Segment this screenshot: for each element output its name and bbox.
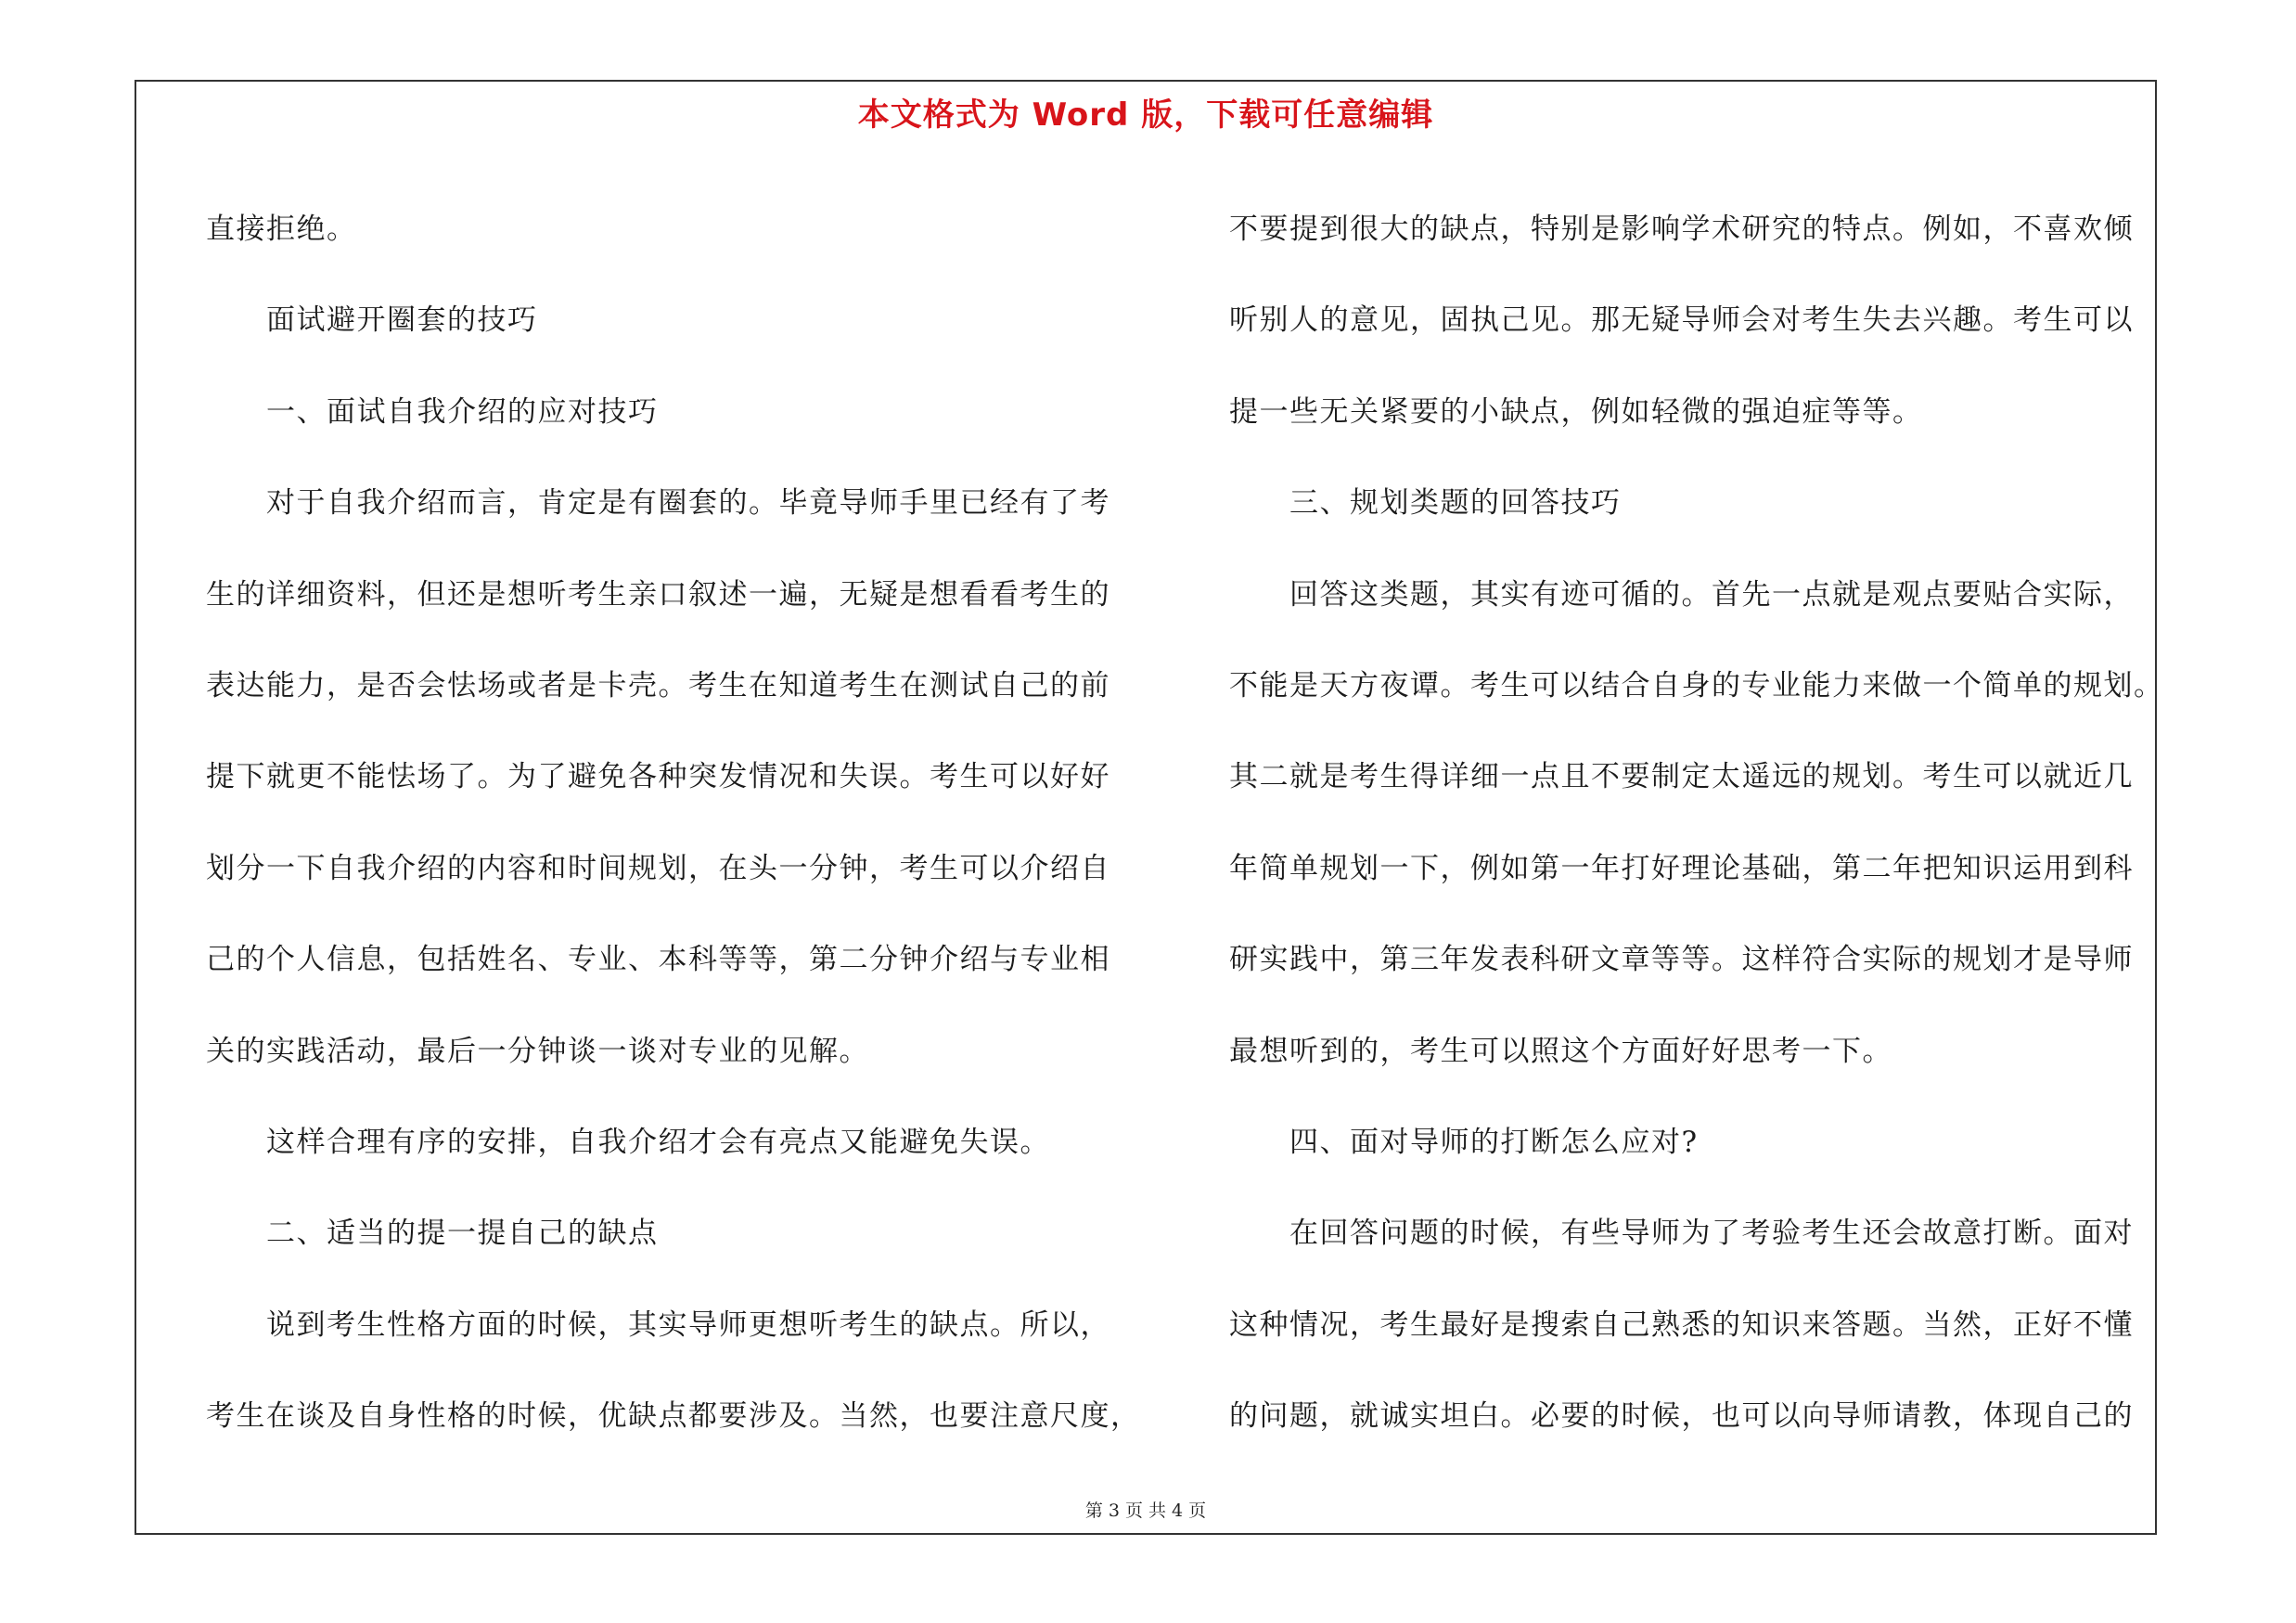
right-line: 的问题，就诚实坦白。必要的时候，也可以向导师请教，体现自己的 (1229, 1399, 2134, 1434)
right-line: 三、规划类题的回答技巧 (1229, 486, 1622, 521)
page-frame (135, 80, 2164, 1535)
left-line: 直接拒绝。 (206, 213, 357, 246)
right-line: 四、面对导师的打断怎么应对? (1229, 1126, 1699, 1160)
left-line: 划分一下自我介绍的内容和时间规划，在头一分钟，考生可以介绍自 (206, 851, 1110, 885)
left-line: 关的实践活动，最后一分钟谈一谈对专业的见解。 (206, 1034, 869, 1068)
left-line: 考生在谈及自身性格的时候，优缺点都要涉及。当然，也要注意尺度， (206, 1399, 1141, 1434)
left-line: 二、适当的提一提自己的缺点 (206, 1217, 659, 1251)
right-line: 提一些无关紧要的小缺点，例如轻微的强迫症等等。 (1229, 394, 1923, 429)
left-line: 己的个人信息，包括姓名、专业、本科等等，第二分钟介绍与专业相 (206, 943, 1110, 977)
right-line: 听别人的意见，固执己见。那无疑导师会对考生失去兴趣。考生可以 (1229, 303, 2134, 338)
right-line: 在回答问题的时候，有些导师为了考验考生还会故意打断。面对 (1229, 1217, 2134, 1251)
left-line: 生的详细资料，但还是想听考生亲口叙述一遍，无疑是想看看考生的 (206, 577, 1110, 612)
left-line: 一、面试自我介绍的应对技巧 (206, 394, 659, 429)
right-line: 不要提到很大的缺点，特别是影响学术研究的特点。例如，不喜欢倾 (1229, 213, 2134, 246)
right-line: 这种情况，考生最好是搜索自己熟悉的知识来答题。当然，正好不懂 (1229, 1307, 2134, 1342)
left-line: 说到考生性格方面的时候，其实导师更想听考生的缺点。所以， (206, 1307, 1110, 1342)
right-line: 不能是天方夜谭。考生可以结合自身的专业能力来做一个简单的规划。 (1229, 669, 2164, 703)
left-line: 这样合理有序的安排，自我介绍才会有亮点又能避免失误。 (206, 1126, 1050, 1160)
left-line: 对于自我介绍而言，肯定是有圈套的。毕竟导师手里已经有了考 (206, 486, 1110, 521)
right-line: 其二就是考生得详细一点且不要制定太遥远的规划。考生可以就近几 (1229, 760, 2134, 794)
right-line: 回答这类题，其实有迹可循的。首先一点就是观点要贴合实际， (1229, 577, 2134, 612)
left-column (206, 184, 1141, 1462)
page-footer: 第 3 页 共 4 页 (1084, 1501, 1207, 1521)
right-line: 最想听到的，考生可以照这个方面好好思考一下。 (1229, 1034, 1892, 1068)
left-line: 面试避开圈套的技巧 (206, 303, 538, 338)
left-line: 提下就更不能怯场了。为了避免各种突发情况和失误。考生可以好好 (206, 760, 1110, 794)
word-format-banner: 本文格式为 Word 版，下载可任意编辑 (857, 97, 1434, 134)
right-line: 年简单规划一下，例如第一年打好理论基础，第二年把知识运用到科 (1229, 851, 2134, 885)
left-line: 表达能力，是否会怯场或者是卡壳。考生在知道考生在测试自己的前 (206, 669, 1110, 703)
right-column (1229, 184, 2164, 1462)
right-line: 研实践中，第三年发表科研文章等等。这样符合实际的规划才是导师 (1229, 943, 2134, 977)
